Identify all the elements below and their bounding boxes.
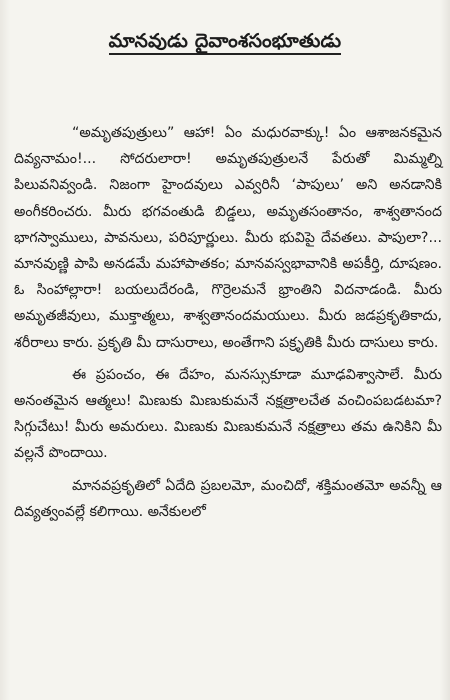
page-title-text: మానవుడు దైవాంశసంభూతుడు xyxy=(109,30,342,55)
paragraph-2: ఈ ప్రపంచం, ఈ దేహం, మనస్సుకూడా మూఢవిశ్వాసాలే. మీరు అనంతమైన ఆత్మలు! మిణుకు మిణుకుమనే నక్షత్రాలచేత వంచింపబడటమా? సిగ్గుచేటు! మీరు అమరులు. మిణుకు మిణుకుమనే నక్షత్రాలు తమ ఉనికిని మీ వల్లనే పొందాయి. xyxy=(14,366,442,462)
paragraph-1: “అమృతపుత్రులు” ఆహా! ఏం మధురవాక్కు! ఏం ఆశాజనకమైన దివ్యనామం!... సోదరులారా! అమృతపుత్రులనే పేరుతో మిమ్మల్ని పిలువనివ్వండి. నిజంగా హైందవులు ఎవ్వరినీ ‘పాపులు’ అని అనడానికి అంగీకరించరు. మీరు భగవంతుడి బిడ్డలు, అమృతసంతానం, శాశ్వతానంద భాగస్వాములు, పావనులు, పరిపూర్ణులు. మీరు భువిపై దేవతలు. పాపులా?... మానవుణ్ణి పాపి అనడమే మహాపాతకం; మానవస్వభావానికి అపకీర్తి, దూషణం. ఓ సింహాల్లారా! బయలుదేరండి, గొర్రెలమనే భ్రాంతిని విదనాడండి. మీరు అమృతజీవులు, ముక్తాత్మలు, శాశ్వతానందమయులు. మీరు జడప్రకృతికాదు, శరీరాలు కారు. ప్రకృతి మీ దాసురాలు, అంతేగాని పక్రృతికి మీరు దాసులు కారు. xyxy=(14,125,442,351)
page-title xyxy=(0,30,450,57)
body-text xyxy=(14,120,442,531)
paragraph-3: మానవప్రకృతిలో ఏదేది ప్రబలమో, మంచిదో, శక్తిమంతమో అవన్నీ ఆ దివ్యత్వంవల్లే కలిగాయి. అనేకులలో xyxy=(14,477,442,520)
